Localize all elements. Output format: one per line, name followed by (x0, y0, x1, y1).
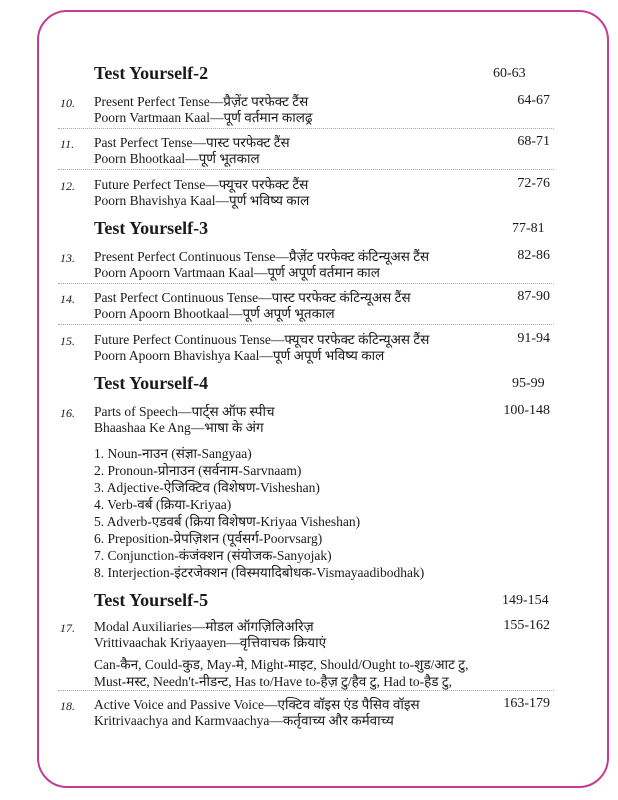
section-pages: 95-99 (512, 376, 545, 391)
divider (58, 324, 554, 325)
section-pages: 60-63 (493, 66, 526, 81)
entry-pages: 64-67 (517, 93, 550, 108)
entry-pages: 72-76 (517, 176, 550, 191)
entry-title: Past Perfect Tense—पास्ट परफेक्ट टैंस (94, 135, 290, 150)
entry-number: 15. (60, 334, 75, 348)
modal-list-line: Must-मस्ट, Needn't-नीडन्ट, Has to/Have to-हैज़ टु/हैव टु, Had to-हैड टु, (94, 674, 453, 689)
entry-subtitle: Poorn Apoorn Bhootkaal—पूर्ण अपूर्ण भूतकाल (94, 306, 335, 321)
entry-title: Future Perfect Continuous Tense—फ्यूचर परफेक्ट कंटिन्यूअस टैंस (94, 332, 430, 347)
list-item: 4. Verb-वर्ब (क्रिया-Kriyaa) (94, 497, 232, 512)
entry-number: 13. (60, 251, 75, 265)
section-heading: Test Yourself-4 (94, 373, 209, 393)
divider (58, 169, 554, 170)
entry-number: 14. (60, 292, 75, 306)
entry-subtitle: Poorn Vartmaan Kaal—पूर्ण वर्तमान कालढ्र (94, 110, 313, 125)
divider (58, 283, 554, 284)
divider (58, 128, 554, 129)
section-heading: Test Yourself-3 (94, 218, 209, 238)
section-pages: 77-81 (512, 221, 545, 236)
section-pages: 149-154 (502, 593, 549, 608)
modal-list-line: Can-कैन, Could-कुड, May-मे, Might-माइट, Should/Ought to-शुड/आट टु, (94, 657, 469, 672)
entry-subtitle: Poorn Apoorn Bhavishya Kaal—पूर्ण अपूर्ण भविष्य काल (94, 348, 385, 363)
entry-pages: 87-90 (517, 289, 550, 304)
entry-title: Past Perfect Continuous Tense—पास्ट परफेक्ट कंटिन्यूअस टैंस (94, 290, 411, 305)
divider (58, 690, 554, 691)
entry-number: 11. (60, 137, 75, 151)
entry-pages: 82-86 (517, 248, 550, 263)
entry-pages: 68-71 (517, 134, 550, 149)
entry-subtitle: Poorn Bhavishya Kaal—पूर्ण भविष्य काल (94, 193, 310, 208)
section-heading: Test Yourself-2 (94, 63, 209, 83)
entry-title: Active Voice and Passive Voice—एक्टिव वॉइस एंड पैसिव वॉइस (94, 697, 420, 712)
entry-number: 17. (60, 621, 75, 635)
entry-subtitle: Vrittivaachak Kriyaayen—वृत्तिवाचक क्रियाएं (94, 635, 327, 650)
entry-number: 18. (60, 699, 75, 713)
list-item: 3. Adjective-ऐजिक्टिव (विशेषण-Visheshan) (94, 480, 320, 495)
entry-number: 10. (60, 96, 75, 110)
entry-title: Present Perfect Tense—प्रैज़ेंट परफेक्ट टैंस (94, 94, 309, 109)
entry-pages: 91-94 (517, 331, 550, 346)
entry-subtitle: Poorn Bhootkaal—पूर्ण भूतकाल (94, 151, 260, 166)
list-item: 8. Interjection-इंटरजेक्शन (विस्मयादिबोधक-Vismayaadibodhak) (94, 565, 425, 580)
list-item: 1. Noun-नाउन (संज्ञा-Sangyaa) (94, 446, 252, 461)
entry-subtitle: Poorn Apoorn Vartmaan Kaal—पूर्ण अपूर्ण वर्तमान काल (94, 265, 380, 280)
entry-title: Future Perfect Tense—फ्यूचर परफेक्ट टैंस (94, 177, 309, 192)
entry-number: 16. (60, 406, 75, 420)
entry-pages: 155-162 (503, 618, 550, 633)
entry-title: Present Perfect Continuous Tense—प्रैज़ेंट परफेक्ट कंटिन्यूअस टैंस (94, 249, 430, 264)
list-item: 2. Pronoun-प्रोनाउन (सर्वनाम-Sarvnaam) (94, 463, 302, 478)
entry-pages: 163-179 (503, 696, 550, 711)
entry-title: Parts of Speech—पार्ट्स ऑफ स्पीच (94, 404, 275, 419)
entry-number: 12. (60, 179, 75, 193)
list-item: 7. Conjunction-कंजंक्शन (संयोजक-Sanyojak) (94, 548, 332, 563)
entry-title: Modal Auxiliaries—मोडल ऑगज़िलिअरिज़ (94, 619, 314, 634)
entry-subtitle: Kritrivaachya and Karmvaachya—कर्तृवाच्य और कर्मवाच्य (94, 713, 394, 728)
entry-subtitle: Bhaashaa Ke Ang—भाषा के अंग (94, 420, 264, 435)
entry-pages: 100-148 (503, 403, 550, 418)
list-item: 6. Preposition-प्रेपज़िशन (पूर्वसर्ग-Poorvsarg) (94, 531, 323, 546)
list-item: 5. Adverb-एडवर्ब (क्रिया विशेषण-Kriyaa Visheshan) (94, 514, 361, 529)
section-heading: Test Yourself-5 (94, 590, 209, 610)
